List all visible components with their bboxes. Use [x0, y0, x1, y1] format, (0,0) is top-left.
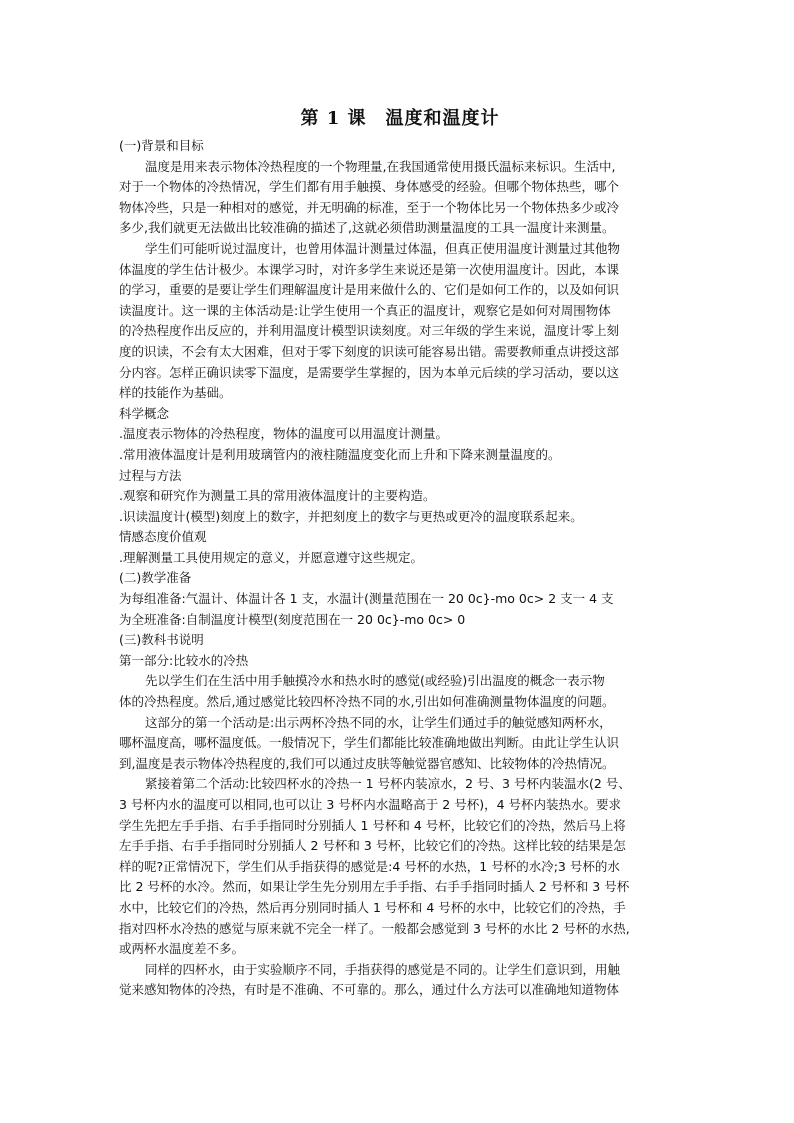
text-line: (一)背景和目标 — [119, 138, 204, 153]
text-line: 的学习，重要的是要让学生们理解温度计是用来做什么的、它们是如何工作的，以及如何识 — [119, 282, 620, 298]
text-line: 3 号杯内水的温度可以相同,也可以让 3 号杯内水温略高于 2 号杯)，4 号杯内装热水。要求 — [119, 797, 622, 812]
text-line: 的冷热程度作出反应的，并利用温度计模型识读刻度。对三年级的学生来说，温度计零上刻 — [119, 323, 620, 339]
text-line: 体的冷热程度。然后,通过感觉比较四杯冷热不同的水,引出如何准确测量物体温度的问题。 — [119, 694, 615, 710]
text-line: 度的识读，不会有太大困难，但对于零下刻度的识读可能容易出错。需要教师重点讲授这部 — [119, 343, 620, 359]
text-line: 或两杯水温度差不多。 — [119, 941, 245, 957]
text-line: .温度表示物体的冷热程度，物体的温度可以用温度计测量。 — [119, 426, 448, 442]
text-line: 第一部分:比较水的冷热 — [119, 652, 249, 668]
text-line: 样的技能作为基础。 — [119, 385, 232, 401]
text-line: 科学概念 — [119, 405, 170, 421]
text-line: 紧接着第二个活动:比较四杯水的冷热一 1 号杯内装凉水，2 号、3 号杯内装温水(2 号、 — [145, 776, 631, 792]
lesson-title: 第 1 课 温度和温度计 — [300, 108, 500, 129]
text-line: .识读温度计(模型)刻度上的数字，并把刻度上的数字与更热或更冷的温度联系起来。 — [119, 508, 583, 524]
text-line: .常用液体温度计是利用玻璃管内的液柱随温度变化而上升和下降来测量温度的。 — [119, 446, 561, 462]
text-line: 哪杯温度高，哪杯温度低。一般情况下，学生们都能比较准确地做出判断。由此让学生认识 — [119, 735, 620, 751]
text-line: 多少,我们就更无法做出比较准确的描述了,这就必须借助测量温度的工具一温度计来测量。 — [119, 220, 615, 236]
text-line: 水中，比较它们的冷热，然后再分别同时插人 1 号杯和 4 号杯的水中，比较它们的冷热，手 — [119, 899, 626, 915]
text-line: 样的呢?正常情况下，学生们从手指获得的感觉是:4 号杯的水热，1 号杯的水冷;3 号杯的水 — [119, 858, 620, 874]
text-line: 学生先把左手手指、右手手指同时分别插人 1 号杯和 4 号杯，比较它们的冷热，然后马上将 — [119, 817, 626, 833]
text-line: 读温度计。这一课的主体活动是:让学生使用一个真正的温度计，观察它是如何对周围物体 — [119, 302, 611, 318]
text-line: 指对四杯水冷热的感觉与原来就不完全一样了。一般都会感觉到 3 号杯的水比 2 号杯的水热, — [119, 920, 630, 936]
text-line: 为每组准备:气温计、体温计各 1 支，水温计(测量范围在一 20 0c}-mo 0c> 2 支一 4 支 — [119, 591, 614, 607]
text-line: (三)教科书说明 — [119, 632, 204, 648]
document-page — [119, 104, 681, 1001]
text-line: .观察和研究作为测量工具的常用液体温度计的主要构造。 — [119, 488, 436, 504]
text-line: 分内容。怎样正确识读零下温度，是需要学生掌握的，因为本单元后续的学习活动，要以这 — [119, 364, 620, 380]
text-line: 物体冷些，只是一种相对的感觉，并无明确的标准，至于一个物体比另一个物体热多少或冷 — [119, 199, 620, 215]
text-line: 过程与方法 — [119, 467, 182, 483]
text-line: 学生们可能听说过温度计，也曾用体温计测量过体温，但真正使用温度计测量过其他物 — [145, 240, 621, 256]
text-line: 温度是用来表示物体冷热程度的一个物理量,在我国通常使用摄氏温标来标识。生活中, — [145, 158, 616, 174]
text-line: 情感态度价值观 — [119, 529, 207, 545]
text-line: 到,温度是表示物体冷热程度的,我们可以通过皮肤等触觉器官感知、比较物体的冷热情况。 — [119, 755, 615, 771]
text-line: 比 2 号杯的水冷。然而，如果让学生先分别用左手手指、右手手指同时插人 2 号杯和 3 号杯 — [119, 879, 630, 895]
text-line: (二)教学准备 — [119, 570, 192, 586]
text-line: 左手手指、右手手指同时分别插人 2 号杯和 3 号杯，比较它们的冷热。这样比较的结果是怎 — [119, 838, 626, 854]
text-line: 为全班准备:自制温度计模型(刻度范围在一 20 0c}-mo 0c> 0 — [119, 611, 466, 627]
text-line: 同样的四杯水，由于实验顺序不同，手指获得的感觉是不同的。让学生们意识到，用触 — [145, 961, 621, 977]
text-line: 这部分的第一个活动是:出示两杯冷热不同的水，让学生们通过手的触觉感知两杯水， — [145, 714, 612, 730]
text-line: 觉来感知物体的冷热，有时是不准确、不可靠的。那么，通过什么方法可以准确地知道物体 — [119, 982, 620, 998]
body-text — [119, 136, 681, 1001]
text-line: 先以学生们在生活中用手触摸冷水和热水时的感觉(或经验)引出温度的概念一表示物 — [145, 673, 605, 689]
text-line: 对于一个物体的冷热情况，学生们都有用手触摸、身体感受的经验。但哪个物体热些，哪个 — [119, 179, 620, 195]
text-line: .理解测量工具使用规定的意义，并愿意遵守这些规定。 — [119, 549, 423, 565]
text-line: 体温度的学生估计极少。本课学习时，对许多学生来说还是第一次使用温度计。因此，本课 — [119, 261, 620, 277]
